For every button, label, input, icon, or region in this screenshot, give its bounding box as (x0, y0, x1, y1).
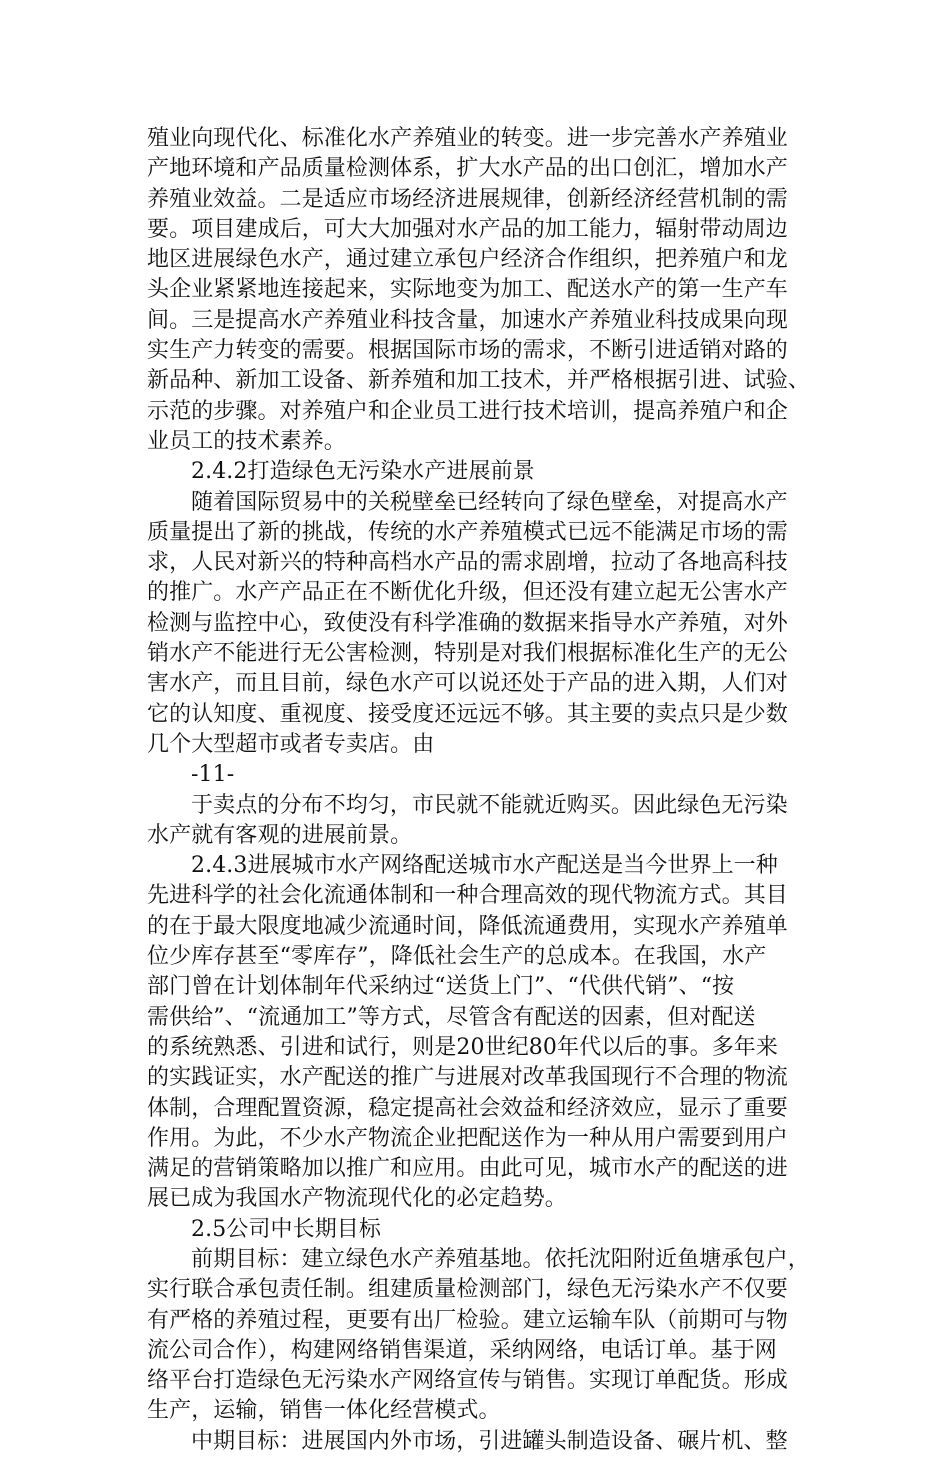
text-line: 2.5公司中长期目标 (191, 1216, 381, 1242)
text-line: 生产，运输，销售一体化经营模式。 (147, 1398, 501, 1424)
text-line: 养殖业效益。二是适应市场经济进展规律，创新经济经营机制的需 (147, 186, 788, 212)
text-line: 前期目标：建立绿色水产养殖基地。依托沈阳附近鱼塘承包户， (191, 1246, 810, 1272)
text-line: 几个大型超市或者专卖店。由 (147, 731, 435, 757)
text-line: 先进科学的社会化流通体制和一种合理高效的现代物流方式。其目 (147, 883, 788, 909)
text-line: 地区进展绿色水产，通过建立承包户经济合作组织，把养殖户和龙 (147, 247, 788, 273)
text-line: 求，人民对新兴的特种高档水产品的需求剧增，拉动了各地高科技 (147, 550, 788, 576)
text-line: 需供给”、“流通加工”等方式，尽管含有配送的因素，但对配送 (147, 1004, 756, 1030)
text-line: 2.4.3进展城市水产网络配送城市水产配送是当今世界上一种 (191, 853, 778, 879)
text-line: 业员工的技术素养。 (147, 428, 346, 454)
text-line: 水产就有客观的进展前景。 (147, 822, 413, 848)
text-line: 作用。为此，不少水产物流企业把配送作为一种从用户需要到用户 (147, 1125, 788, 1151)
text-line: 新品种、新加工设备、新养殖和加工技术，并严格根据引进、试验、 (147, 368, 811, 394)
text-line: 体制，合理配置资源，稳定提高社会效益和经济效应，显示了重要 (147, 1095, 788, 1121)
text-line: 间。三是提高水产养殖业科技含量，加速水产养殖业科技成果向现 (147, 307, 788, 333)
text-line: 中期目标：进展国内外市场，引进罐头制造设备、碾片机、整 (191, 1428, 788, 1454)
text-line: 产地环境和产品质量检测体系，扩大水产品的出口创汇，增加水产 (147, 156, 788, 182)
text-line: 位少库存甚至“零库存”，降低社会生产的总成本。在我国，水产 (147, 944, 767, 970)
text-line: 害水产，而且目前，绿色水产可以说还处于产品的进入期，人们对 (147, 671, 788, 697)
text-line: 销水产不能进行无公害检测，特别是对我们根据标准化生产的无公 (147, 641, 788, 667)
text-line: 实生产力转变的需要。根据国际市场的需求，不断引进适销对路的 (147, 338, 788, 364)
text-line: 的系统熟悉、引进和试行，则是20世纪80年代以后的事。多年来 (147, 1034, 778, 1060)
text-line: 展已成为我国水产物流现代化的必定趋势。 (147, 1186, 567, 1212)
page-number: -11- (191, 762, 235, 788)
text-line: 部门曾在计划体制年代采纳过“送货上门”、“代供代销”、“按 (147, 974, 735, 1000)
text-line: 有严格的养殖过程，更要有出厂检验。建立运输车队（前期可与物 (147, 1307, 788, 1333)
text-line: 质量提出了新的挑战，传统的水产养殖模式已远不能满足市场的需 (147, 519, 788, 545)
text-line: 头企业紧紧地连接起来，实际地变为加工、配送水产的第一生产车 (147, 277, 788, 303)
text-line: 满足的营销策略加以推广和应用。由此可见，城市水产的配送的进 (147, 1156, 788, 1182)
document-body (147, 124, 817, 1457)
text-line: 于卖点的分布不均匀，市民就不能就近购买。因此绿色无污染 (191, 792, 788, 818)
text-line: 络平台打造绿色无污染水产网络宣传与销售。实现订单配货。形成 (147, 1368, 788, 1394)
text-line: 检测与监控中心，致使没有科学准确的数据来指导水产养殖，对外 (147, 610, 788, 636)
text-line: 的推广。水产产品正在不断优化升级，但还没有建立起无公害水产 (147, 580, 788, 606)
text-line: 要。项目建成后，可大大加强对水产品的加工能力，辐射带动周边 (147, 216, 788, 242)
text-line: 流公司合作），构建网络销售渠道，采纳网络，电话订单。基于网 (147, 1337, 777, 1363)
text-line: 的实践证实，水产配送的推广与进展对改革我国现行不合理的物流 (147, 1065, 788, 1091)
text-line: 它的认知度、重视度、接受度还远远不够。其主要的卖点只是少数 (147, 701, 788, 727)
text-line: 2.4.2打造绿色无污染水产进展前景 (191, 459, 535, 485)
text-line: 示范的步骤。对养殖户和企业员工进行技术培训，提高养殖户和企 (147, 398, 788, 424)
text-line: 殖业向现代化、标准化水产养殖业的转变。进一步完善水产养殖业 (147, 126, 788, 151)
text-line: 的在于最大限度地减少流通时间，降低流通费用，实现水产养殖单 (147, 913, 788, 939)
text-line: 实行联合承包责任制。组建质量检测部门，绿色无污染水产不仅要 (147, 1277, 788, 1303)
text-line: 随着国际贸易中的关税壁垒已经转向了绿色壁垒，对提高水产 (191, 489, 788, 515)
